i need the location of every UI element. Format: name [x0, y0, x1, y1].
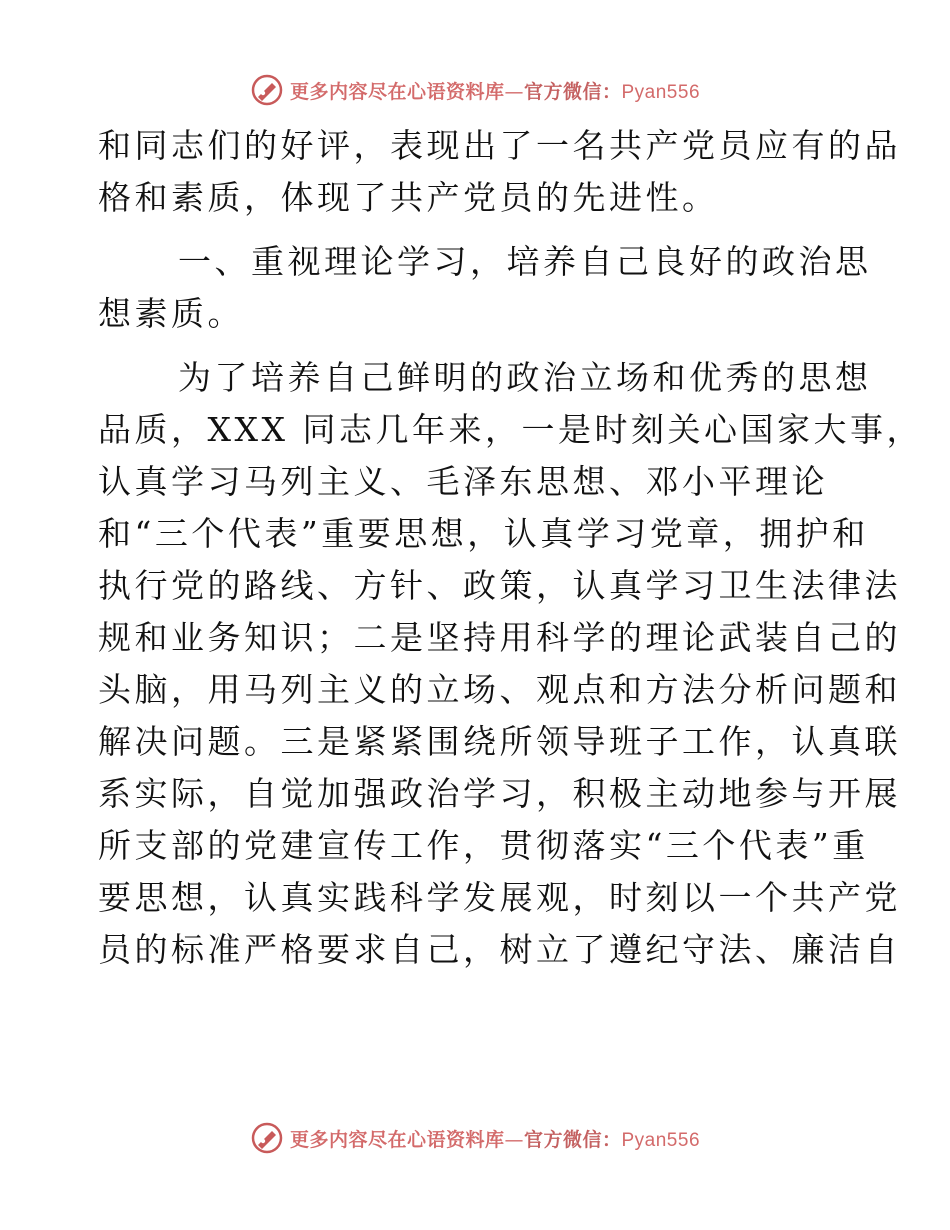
brand-logo-icon	[250, 1121, 284, 1155]
text-line: 规和业务知识；二是坚持用科学的理论武装自己的	[98, 618, 901, 657]
text-line: 品质，XXX 同志几年来，一是时刻关心国家大事，	[98, 410, 923, 449]
text-line: 一、重视理论学习，培养自己良好的政治思	[178, 242, 872, 281]
text-line: 解决问题。三是紧紧围绕所领导班子工作，认真联	[98, 722, 901, 761]
watermark-text	[290, 1125, 700, 1152]
footer-watermark	[0, 1118, 950, 1158]
watermark-wechat-label: 官方微信：	[523, 1128, 622, 1151]
watermark-separator: —	[504, 1128, 524, 1151]
text-line: 为了培养自己鲜明的政治立场和优秀的思想	[178, 358, 872, 397]
watermark-main: 更多内容尽在心语资料库	[289, 1128, 505, 1151]
text-line: 员的标准严格要求自己，树立了遵纪守法、廉洁自	[98, 930, 901, 969]
text-line: 想素质。	[98, 294, 244, 333]
text-line: 所支部的党建宣传工作，贯彻落实“三个代表”重	[98, 826, 869, 865]
brand-logo-icon	[250, 73, 284, 107]
watermark-wechat-label: 官方微信：	[523, 80, 622, 103]
paragraph-3	[98, 352, 923, 976]
text-line: 系实际，自觉加强政治学习，积极主动地参与开展	[98, 774, 901, 813]
watermark-separator: —	[504, 80, 524, 103]
text-line: 和“三个代表”重要思想，认真学习党章，拥护和	[98, 514, 869, 553]
text-line: 执行党的路线、方针、政策，认真学习卫生法律法	[98, 566, 901, 605]
text-line: 和同志们的好评，表现出了一名共产党员应有的品	[98, 126, 901, 165]
text-line: 认真学习马列主义、毛泽东思想、邓小平理论	[98, 462, 828, 501]
watermark-text	[290, 77, 700, 104]
text-line: 要思想，认真实践科学发展观，时刻以一个共产党	[98, 878, 901, 917]
watermark-main: 更多内容尽在心语资料库	[289, 80, 505, 103]
document-body	[98, 120, 923, 976]
paragraph-1	[98, 120, 901, 224]
watermark-wechat-id: Pyan556	[621, 1129, 701, 1151]
text-line: 格和素质，体现了共产党员的先进性。	[98, 178, 719, 217]
text-line: 头脑，用马列主义的立场、观点和方法分析问题和	[98, 670, 901, 709]
section-heading	[98, 236, 872, 340]
header-watermark	[0, 70, 950, 110]
watermark-wechat-id: Pyan556	[621, 81, 701, 103]
